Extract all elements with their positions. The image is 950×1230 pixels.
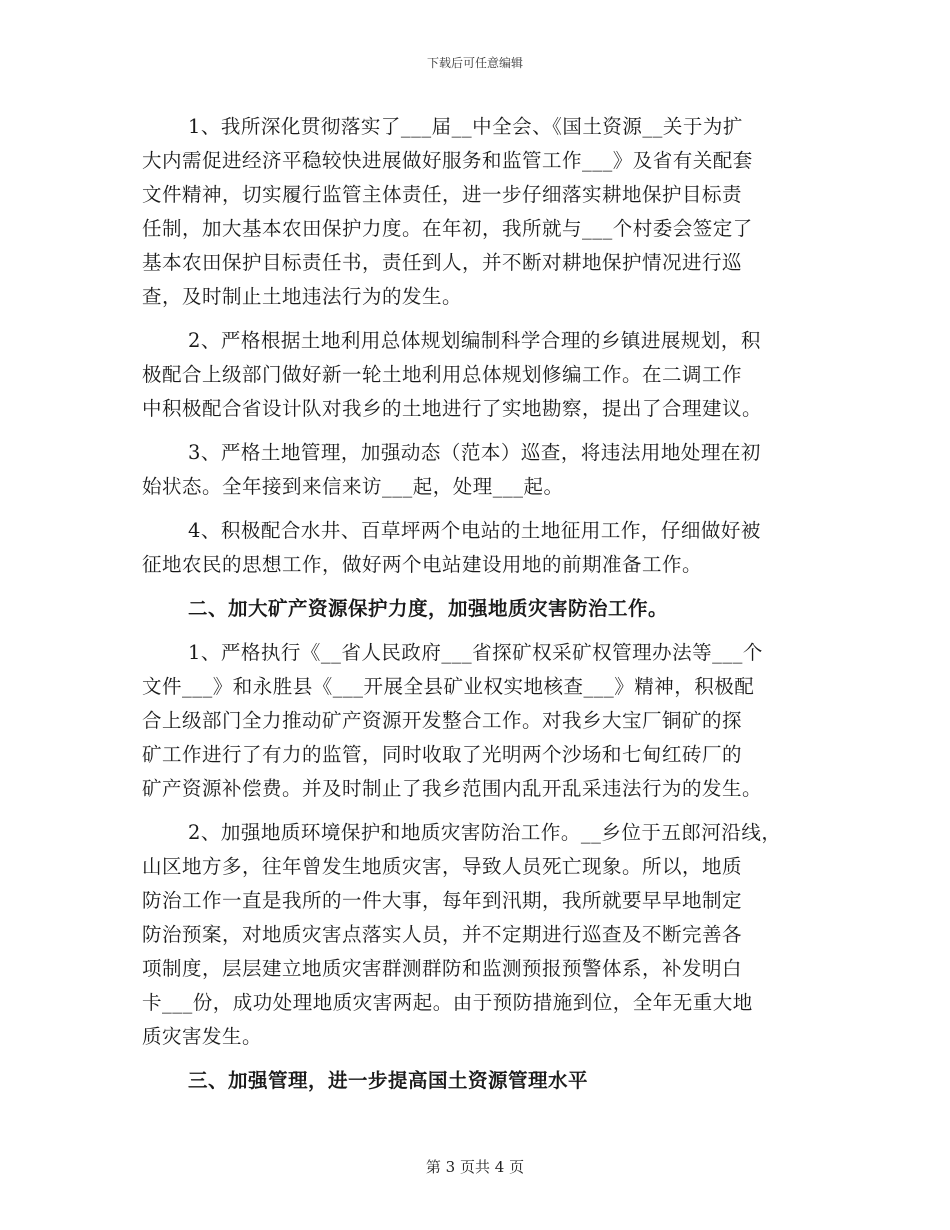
text-line: 中积极配合省设计队对我乡的土地进行了实地勘察，提出了合理建议。 [142, 397, 763, 420]
paragraph-1 [142, 110, 822, 314]
text-line: 大内需促进经济平稳较快进展做好服务和监管工作___》及省有关配套 [142, 149, 753, 172]
text-line: 防治工作一直是我所的一件大事，每年到汛期，我所就要早早地制定 [142, 889, 743, 912]
text-line: 矿工作进行了有力的监管，同时收取了光明两个沙场和七甸红砖厂的 [142, 743, 743, 766]
text-line: 任制，加大基本农田保护力度。在年初，我所就与___个村委会签定了 [142, 217, 753, 240]
section-heading-3: 三、加强管理，进一步提高国土资源管理水平 [188, 1069, 589, 1092]
text-line: 2、严格根据土地利用总体规划编制科学合理的乡镇进展规划，积 [188, 329, 761, 352]
text-line: 查，及时制止土地违法行为的发生。 [142, 285, 463, 308]
text-line: 卡___份，成功处理地质灾害两起。由于预防措施到位，全年无重大地 [142, 991, 753, 1014]
text-line: 文件___》和永胜县《___开展全县矿业权实地核查___》精神，积极配 [142, 675, 755, 698]
paragraph-4 [142, 514, 822, 582]
text-line: 基本农田保护目标责任书，责任到人，并不断对耕地保护情况进行巡 [142, 251, 743, 274]
text-line: 防治预案，对地质灾害点落实人员，并不定期进行巡查及不断完善各 [142, 923, 743, 946]
paragraph-6 [142, 816, 822, 1054]
page-header: 下载后可任意编辑 [426, 56, 523, 70]
text-line: 1、严格执行《__省人民政府___省探矿权采矿权管理办法等___个 [188, 641, 763, 664]
text-line: 始状态。全年接到来信来访___起，处理___起。 [142, 475, 564, 498]
text-line: 2、加强地质环境保护和地质灾害防治工作。__乡位于五郎河沿线， [188, 821, 782, 844]
text-line: 山区地方多，往年曾发生地质灾害，导致人员死亡现象。所以，地质 [142, 855, 743, 878]
page-number: 第 3 页共 4 页 [425, 1158, 525, 1176]
text-line: 4、积极配合水井、百草坪两个电站的土地征用工作，仔细做好被 [188, 519, 761, 542]
document-body [142, 110, 822, 1098]
text-line: 3、严格土地管理，加强动态（范本）巡查，将违法用地处理在初 [188, 441, 761, 464]
text-line: 矿产资源补偿费。并及时制止了我乡范围内乱开乱采违法行为的发生。 [142, 777, 763, 800]
text-line: 合上级部门全力推动矿产资源开发整合工作。对我乡大宝厂铜矿的探 [142, 709, 743, 732]
paragraph-5 [142, 636, 822, 806]
paragraph-2 [142, 324, 822, 426]
paragraph-3 [142, 436, 822, 504]
text-line: 质灾害发生。 [142, 1025, 263, 1048]
text-line: 征地农民的思想工作，做好两个电站建设用地的前期准备工作。 [142, 553, 703, 576]
text-line: 文件精神，切实履行监管主体责任，进一步仔细落实耕地保护目标责 [142, 183, 743, 206]
text-line: 1、我所深化贯彻落实了___届__中全会、《国土资源__关于为扩 [188, 115, 743, 138]
section-heading-2: 二、加大矿产资源保护力度，加强地质灾害防治工作。 [188, 597, 669, 620]
text-line: 极配合上级部门做好新一轮土地利用总体规划修编工作。在二调工作 [142, 363, 743, 386]
text-line: 项制度，层层建立地质灾害群测群防和监测预报预警体系，补发明白 [142, 957, 743, 980]
